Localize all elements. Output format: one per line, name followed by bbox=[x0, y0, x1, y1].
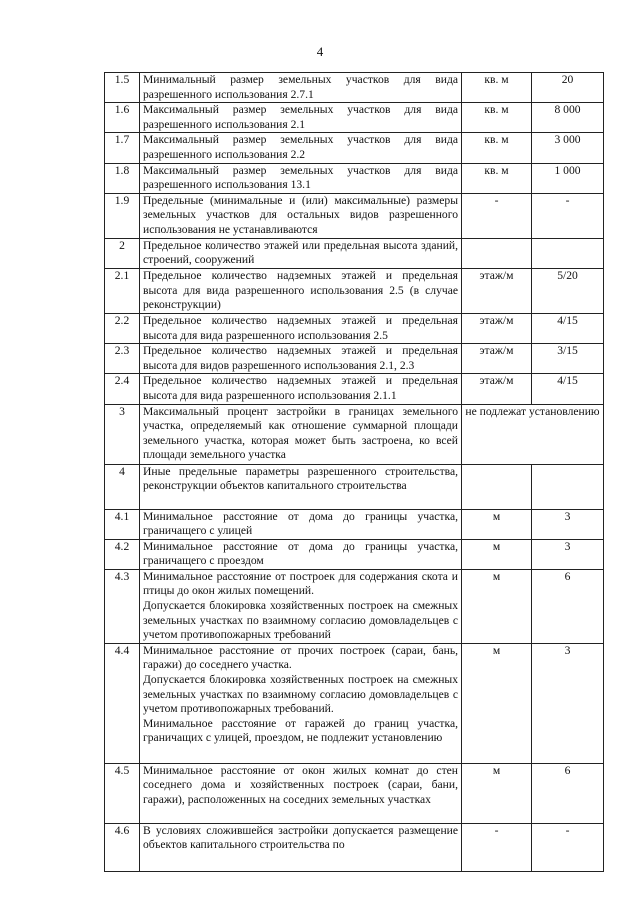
description-paragraph: Предельное количество этажей или предельная высота зданий, строений, сооружений bbox=[143, 238, 458, 267]
parameter-description bbox=[140, 643, 462, 763]
description-paragraph: Максимальный размер земельных участков для вида разрешенного использования 2.2 bbox=[143, 133, 458, 161]
row-number: 4.2 bbox=[105, 539, 140, 569]
description-paragraph: Минимальное расстояние от прочих построек (сараи, бань, гаражи) до соседнего участка. bbox=[143, 643, 458, 672]
parameter-description bbox=[140, 193, 462, 238]
value-cell: 5/20 bbox=[532, 268, 604, 313]
parameter-description bbox=[140, 344, 462, 374]
table-row bbox=[105, 313, 604, 343]
value-cell: 3 bbox=[532, 643, 604, 763]
table-row bbox=[105, 464, 604, 509]
table-row bbox=[105, 539, 604, 569]
row-number: 4.6 bbox=[105, 823, 140, 871]
unit-cell: этаж/м bbox=[462, 268, 532, 313]
value-cell bbox=[532, 238, 604, 268]
row-number: 2 bbox=[105, 238, 140, 268]
table-row bbox=[105, 374, 604, 404]
unit-cell: - bbox=[462, 823, 532, 871]
parameter-description bbox=[140, 539, 462, 569]
unit-cell: м bbox=[462, 569, 532, 643]
table-row bbox=[105, 103, 604, 133]
description-paragraph: Минимальное расстояние от окон жилых комнат до стен соседнего дома и хозяйственных построек (сараи, бани, гаражи), расположенных на соседних земельных участках bbox=[143, 763, 458, 807]
parameter-description bbox=[140, 73, 462, 103]
value-cell bbox=[532, 464, 604, 509]
unit-cell: м bbox=[462, 509, 532, 539]
table-row bbox=[105, 509, 604, 539]
table-row bbox=[105, 643, 604, 763]
description-paragraph: В условиях сложившейся застройки допускается размещение объектов капитального строительства по bbox=[143, 823, 458, 852]
description-paragraph: Минимальное расстояние от гаражей до границ участка, граничащих с улицей, проездом, не подлежит установлению bbox=[143, 716, 458, 745]
parameters-table bbox=[104, 72, 604, 872]
table-row bbox=[105, 763, 604, 823]
value-cell: - bbox=[532, 823, 604, 871]
value-cell: 4/15 bbox=[532, 374, 604, 404]
parameter-description bbox=[140, 268, 462, 313]
parameter-description bbox=[140, 763, 462, 823]
description-paragraph: Допускается блокировка хозяйственных построек на смежных земельных участках по взаимному согласию домовладельцев с учетом противопожарных требований bbox=[143, 599, 458, 642]
description-paragraph: Предельное количество надземных этажей и предельная высота для видов разрешенного использования 2.1, 2.3 bbox=[143, 344, 458, 372]
page-number: 4 bbox=[316, 44, 324, 59]
parameter-description bbox=[140, 103, 462, 133]
parameter-description bbox=[140, 509, 462, 539]
row-number: 1.9 bbox=[105, 193, 140, 238]
description-paragraph: Максимальный процент застройки в границах земельного участка, определяемый как отношение суммарной площади земельного участка, которая может быть застроена, ко всей площади земельного участка bbox=[143, 404, 458, 462]
row-number: 1.5 bbox=[105, 73, 140, 103]
table-row bbox=[105, 238, 604, 268]
description-paragraph: Максимальный размер земельных участков для вида разрешенного использования 2.1 bbox=[143, 103, 458, 131]
unit-cell: кв. м bbox=[462, 103, 532, 133]
value-cell: 3 bbox=[532, 509, 604, 539]
description-paragraph: Минимальное расстояние от дома до границы участка, граничащего с улицей bbox=[143, 509, 458, 538]
parameter-description bbox=[140, 404, 462, 464]
value-cell: 6 bbox=[532, 569, 604, 643]
description-paragraph: Предельное количество надземных этажей и предельная высота для вида разрешенного использования 2.5 bbox=[143, 313, 458, 342]
row-number: 1.6 bbox=[105, 103, 140, 133]
row-number: 2.2 bbox=[105, 313, 140, 343]
row-number: 4.4 bbox=[105, 643, 140, 763]
description-paragraph: Минимальный размер земельных участков для вида разрешенного использования 2.7.1 bbox=[143, 73, 458, 101]
value-cell: 20 bbox=[532, 73, 604, 103]
parameter-description bbox=[140, 464, 462, 509]
unit-cell: м bbox=[462, 539, 532, 569]
description-paragraph: Минимальное расстояние от дома до границы участка, граничащего с проездом bbox=[143, 539, 458, 568]
unit-cell: м bbox=[462, 643, 532, 763]
description-paragraph: Иные предельные параметры разрешенного строительства, реконструкции объектов капитального строительства bbox=[143, 464, 458, 493]
parameter-description bbox=[140, 823, 462, 871]
row-number: 2.4 bbox=[105, 374, 140, 404]
row-number: 4 bbox=[105, 464, 140, 509]
unit-cell: этаж/м bbox=[462, 313, 532, 343]
unit-cell: кв. м bbox=[462, 133, 532, 163]
table-row bbox=[105, 133, 604, 163]
table-row bbox=[105, 404, 604, 464]
description-paragraph: Предельные (минимальные и (или) максимальные) размеры земельных участков для остальных видов разрешенного использования не устанавливаются bbox=[143, 193, 458, 236]
unit-cell: - bbox=[462, 193, 532, 238]
description-paragraph: Предельное количество надземных этажей и предельная высота для вида разрешенного использования 2.5 (в случае реконструкции) bbox=[143, 268, 458, 312]
parameter-description bbox=[140, 569, 462, 643]
unit-cell bbox=[462, 464, 532, 509]
parameter-description bbox=[140, 313, 462, 343]
table-row bbox=[105, 344, 604, 374]
table-row bbox=[105, 73, 604, 103]
value-cell: 3 000 bbox=[532, 133, 604, 163]
row-number: 4.1 bbox=[105, 509, 140, 539]
value-cell: 3/15 bbox=[532, 344, 604, 374]
value-cell: - bbox=[532, 193, 604, 238]
description-paragraph: Максимальный размер земельных участков для вида разрешенного использования 13.1 bbox=[143, 163, 458, 192]
description-paragraph: Предельное количество надземных этажей и предельная высота для вида разрешенного использования 2.1.1 bbox=[143, 374, 458, 402]
table-row bbox=[105, 569, 604, 643]
unit-cell: м bbox=[462, 763, 532, 823]
unit-cell: этаж/м bbox=[462, 344, 532, 374]
parameter-description bbox=[140, 163, 462, 193]
unit-cell: кв. м bbox=[462, 163, 532, 193]
value-cell: 4/15 bbox=[532, 313, 604, 343]
value-cell: 3 bbox=[532, 539, 604, 569]
row-number: 4.5 bbox=[105, 763, 140, 823]
unit-cell: этаж/м bbox=[462, 374, 532, 404]
unit-cell: кв. м bbox=[462, 73, 532, 103]
value-cell: 6 bbox=[532, 763, 604, 823]
description-paragraph: Допускается блокировка хозяйственных построек на смежных земельных участках по взаимному согласию домовладельцев с учетом противопожарных требований. bbox=[143, 673, 458, 716]
row-number: 1.8 bbox=[105, 163, 140, 193]
parameter-description bbox=[140, 238, 462, 268]
row-number: 2.1 bbox=[105, 268, 140, 313]
row-number: 1.7 bbox=[105, 133, 140, 163]
merged-value: не подлежат установлению bbox=[462, 404, 604, 464]
parameters-table-body bbox=[105, 73, 604, 872]
table-row bbox=[105, 823, 604, 871]
row-number: 3 bbox=[105, 404, 140, 464]
table-row bbox=[105, 268, 604, 313]
parameter-description bbox=[140, 374, 462, 404]
unit-cell bbox=[462, 238, 532, 268]
row-number: 4.3 bbox=[105, 569, 140, 643]
table-row bbox=[105, 163, 604, 193]
value-cell: 8 000 bbox=[532, 103, 604, 133]
description-paragraph: Минимальное расстояние от построек для содержания скота и птицы до окон жилых помещений. bbox=[143, 569, 458, 598]
row-number: 2.3 bbox=[105, 344, 140, 374]
value-cell: 1 000 bbox=[532, 163, 604, 193]
table-row bbox=[105, 193, 604, 238]
parameter-description bbox=[140, 133, 462, 163]
